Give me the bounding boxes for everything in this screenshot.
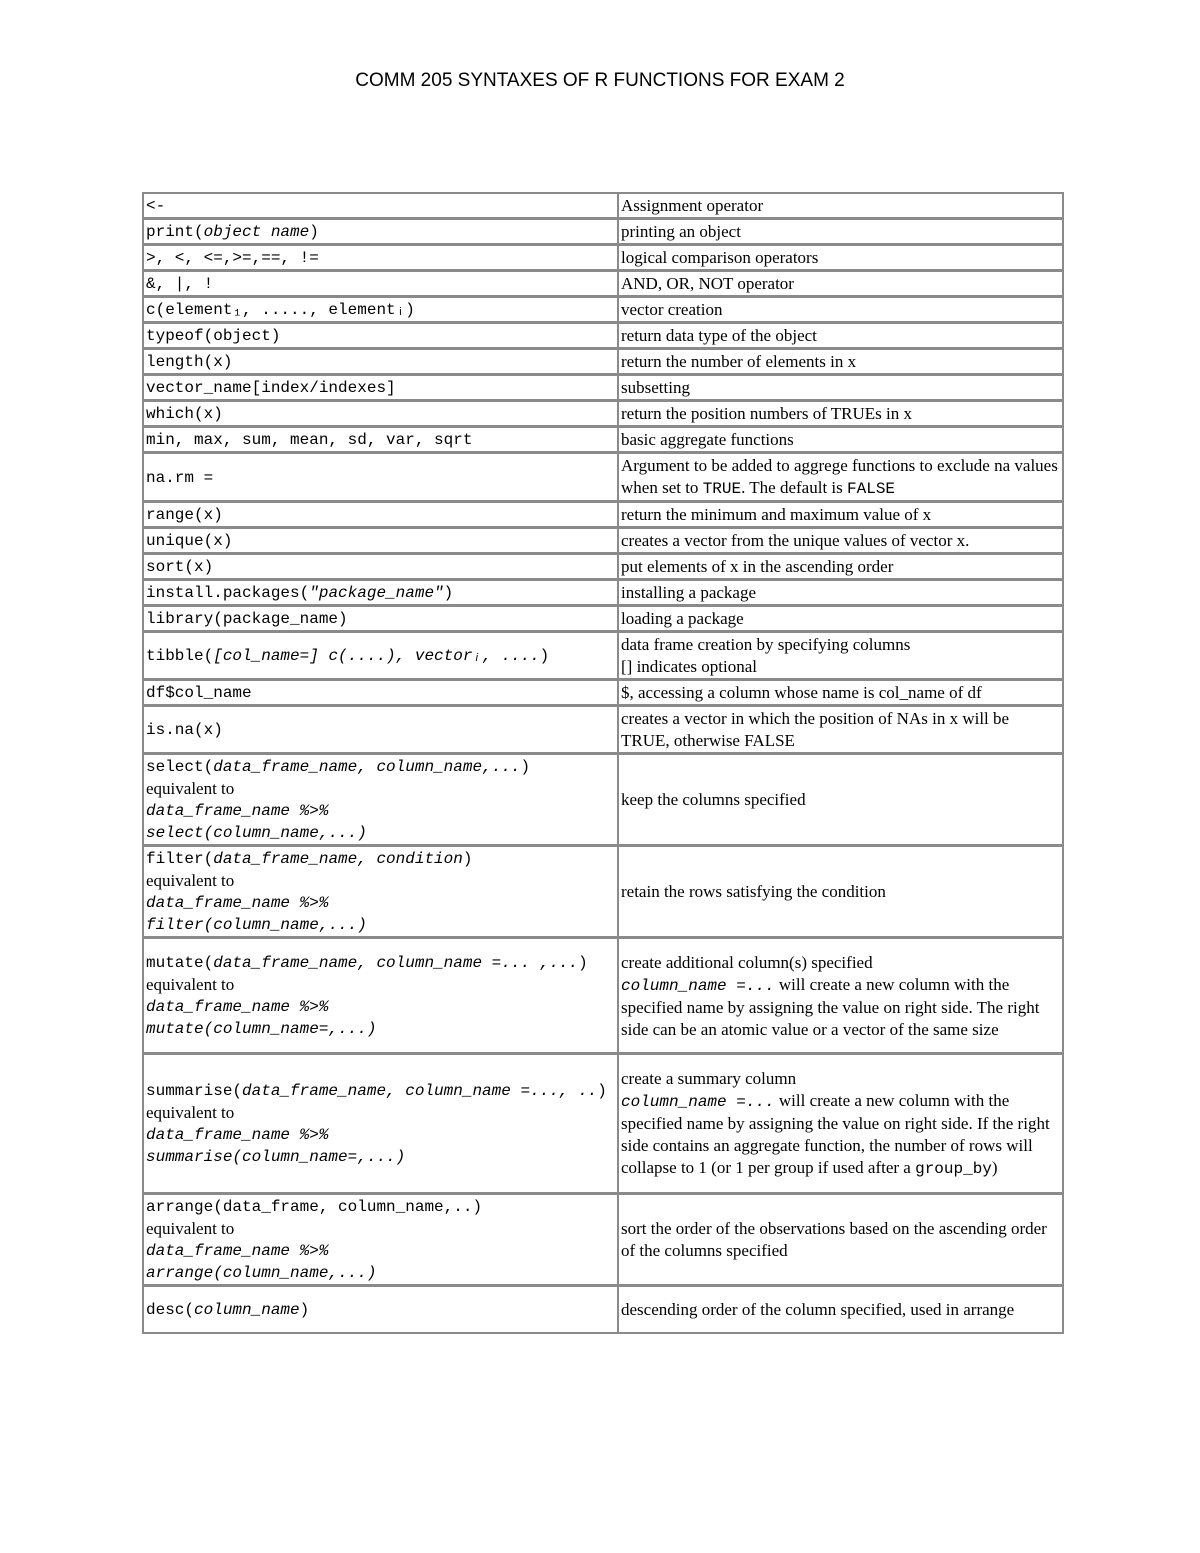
equivalent-label: equivalent to: [146, 779, 235, 798]
syntax-cell: [144, 1287, 619, 1332]
syntax-cell: length(x): [144, 350, 619, 376]
function-close: ): [520, 758, 531, 776]
description-cell: $, accessing a column whose name is col_name of df: [619, 681, 1062, 707]
description-cell: retain the rows satisfying the condition: [619, 847, 1062, 939]
table-row: [144, 1195, 1062, 1287]
table-row: [144, 1055, 1062, 1195]
table-row: [144, 272, 1062, 298]
syntax-cell: is.na(x): [144, 707, 619, 755]
syntax-line: [146, 848, 615, 870]
syntax-cell: df$col_name: [144, 681, 619, 707]
code-literal: FALSE: [847, 480, 896, 498]
syntax-cell: <-: [144, 194, 619, 220]
description-cell: basic aggregate functions: [619, 428, 1062, 454]
table-row: [144, 402, 1062, 428]
code-literal: column_name =...: [621, 1093, 775, 1111]
syntax-table: [142, 192, 1064, 1334]
function-close: ): [539, 647, 550, 665]
description-cell: return the position numbers of TRUEs in x: [619, 402, 1062, 428]
table-row: [144, 376, 1062, 402]
description-cell: keep the columns specified: [619, 755, 1062, 847]
table-row: [144, 324, 1062, 350]
table-row: [144, 633, 1062, 681]
description-cell: return the number of elements in x: [619, 350, 1062, 376]
function-name: print(: [146, 223, 204, 241]
equivalent-label: equivalent to: [146, 1103, 235, 1122]
table-row: [144, 454, 1062, 503]
function-argument: data_frame_name, column_name =..., ..: [242, 1082, 598, 1100]
syntax-cell: &, |, !: [144, 272, 619, 298]
syntax-cell: sort(x): [144, 555, 619, 581]
pipe-line: data_frame_name %>%: [146, 1242, 329, 1260]
table-row: [144, 1287, 1062, 1332]
code-literal: group_by: [915, 1160, 992, 1178]
syntax-cell: [144, 755, 619, 847]
syntax-cell: vector_name[index/indexes]: [144, 376, 619, 402]
syntax-cell: c(element₁, ....., elementᵢ): [144, 298, 619, 324]
syntax-cell: typeof(object): [144, 324, 619, 350]
description-text: ): [991, 1158, 998, 1177]
description-cell: put elements of x in the ascending order: [619, 555, 1062, 581]
pipe-line: data_frame_name %>%: [146, 998, 329, 1016]
syntax-cell: [144, 939, 619, 1055]
piped-call: filter(column_name,...): [146, 916, 367, 934]
function-argument: [col_name=] c(....), vectorᵢ, ....: [213, 647, 540, 665]
function-close: ): [443, 584, 454, 602]
syntax-cell: >, <, <=,>=,==, !=: [144, 246, 619, 272]
description-cell: descending order of the column specified, used in arrange: [621, 1300, 1015, 1319]
description-line: create additional column(s) specified: [621, 952, 873, 972]
table-row: [144, 755, 1062, 847]
description-cell: return data type of the object: [619, 324, 1062, 350]
table-row: [144, 220, 1062, 246]
code-literal: TRUE: [702, 480, 742, 498]
table-row: [144, 581, 1062, 607]
description-line: [] indicates optional: [621, 657, 757, 676]
table-row: [144, 607, 1062, 633]
table-row: [144, 246, 1062, 272]
syntax-cell: [144, 633, 619, 681]
function-name: desc(: [146, 1301, 195, 1319]
description-cell: AND, OR, NOT operator: [619, 272, 1062, 298]
table-row: [144, 503, 1062, 529]
description-text: Argument to be added to aggrege functions to exclude na values when set to: [621, 456, 1058, 497]
description-cell: return the minimum and maximum value of x: [619, 503, 1062, 529]
table-row: [144, 350, 1062, 376]
table-row: [144, 529, 1062, 555]
function-close: ): [299, 1301, 310, 1319]
table-row: [144, 428, 1062, 454]
description-cell: creates a vector in which the position of NAs in x will be TRUE, otherwise FALSE: [619, 707, 1062, 755]
syntax-cell: min, max, sum, mean, sd, var, sqrt: [144, 428, 619, 454]
table-row: [144, 939, 1062, 1055]
function-name: summarise(: [146, 1082, 243, 1100]
description-line: create a summary column: [621, 1069, 797, 1088]
function-argument: "package_name": [309, 584, 444, 602]
table-row: [144, 847, 1062, 939]
table-row: [144, 707, 1062, 755]
description-text: will create a new column with the specified name by assigning the value on right side. If the right side contains an aggregate function, the number of rows will collapse to 1 (or 1 per group if used after a: [621, 1091, 1050, 1177]
piped-call: select(column_name,...): [146, 824, 367, 842]
pipe-line: data_frame_name %>%: [146, 802, 329, 820]
description-line: data frame creation by specifying columns: [621, 635, 911, 654]
description-cell: loading a package: [619, 607, 1062, 633]
equivalent-label: equivalent to: [146, 1219, 235, 1238]
syntax-cell: [144, 1055, 619, 1195]
description-cell: installing a package: [619, 581, 1062, 607]
description-text: will create a new column with the specified name by assigning the value on right side. The right side can be an atomic value or a vector of the same size: [621, 974, 1040, 1039]
pipe-line: data_frame_name %>%: [146, 894, 329, 912]
function-close: ): [578, 954, 588, 972]
description-cell: logical comparison operators: [619, 246, 1062, 272]
description-cell: [619, 939, 1062, 1055]
description-cell: creates a vector from the unique values of vector x.: [619, 529, 1062, 555]
description-cell: printing an object: [619, 220, 1062, 246]
function-argument: data_frame_name, column_name,...: [213, 758, 521, 776]
function-name: filter(: [146, 850, 214, 868]
function-argument: data_frame_name, column_name =... ,...: [213, 954, 579, 972]
table-row: [144, 194, 1062, 220]
syntax-cell: [144, 220, 619, 246]
syntax-cell: [144, 847, 619, 939]
syntax-cell: library(package_name): [144, 607, 619, 633]
table-row: [144, 681, 1062, 707]
description-cell: Assignment operator: [619, 194, 1062, 220]
description-text: . The default is: [741, 478, 848, 497]
code-literal: column_name =...: [621, 976, 775, 995]
syntax-cell: na.rm =: [144, 454, 619, 503]
syntax-cell: unique(x): [144, 529, 619, 555]
function-close: ): [309, 223, 319, 241]
function-name: tibble(: [146, 647, 214, 665]
function-argument: column_name: [194, 1301, 300, 1319]
description-cell: [619, 633, 1062, 681]
syntax-cell: range(x): [144, 503, 619, 529]
function-name: install.packages(: [146, 584, 310, 602]
syntax-cell: [144, 1195, 619, 1287]
equivalent-label: equivalent to: [146, 975, 235, 994]
syntax-line: [146, 952, 615, 974]
piped-call: summarise(column_name=,...): [146, 1148, 406, 1166]
function-name: select(: [146, 758, 214, 776]
syntax-line: [146, 756, 615, 778]
description-cell: sort the order of the observations based on the ascending order of the columns specified: [619, 1195, 1062, 1287]
piped-call: mutate(column_name=,...): [146, 1020, 377, 1038]
function-close: ): [462, 850, 473, 868]
syntax-line: [146, 1080, 615, 1102]
function-name: mutate(: [146, 954, 214, 972]
syntax-cell: [144, 581, 619, 607]
function-argument: object name: [203, 223, 310, 241]
description-cell: [619, 1055, 1062, 1195]
syntax-cell: which(x): [144, 402, 619, 428]
description-cell: [619, 454, 1062, 503]
function-argument: data_frame_name, condition: [213, 850, 463, 868]
pipe-line: data_frame_name %>%: [146, 1126, 329, 1144]
piped-call: arrange(column_name,...): [146, 1264, 377, 1282]
table-row: [144, 298, 1062, 324]
equivalent-label: equivalent to: [146, 871, 235, 890]
description-cell: vector creation: [619, 298, 1062, 324]
function-close: ): [597, 1082, 607, 1100]
page-title: COMM 205 SYNTAXES OF R FUNCTIONS FOR EXAM 2: [355, 70, 845, 91]
table-row: [144, 555, 1062, 581]
description-cell: subsetting: [619, 376, 1062, 402]
syntax-line: arrange(data_frame, column_name,..): [146, 1198, 483, 1216]
